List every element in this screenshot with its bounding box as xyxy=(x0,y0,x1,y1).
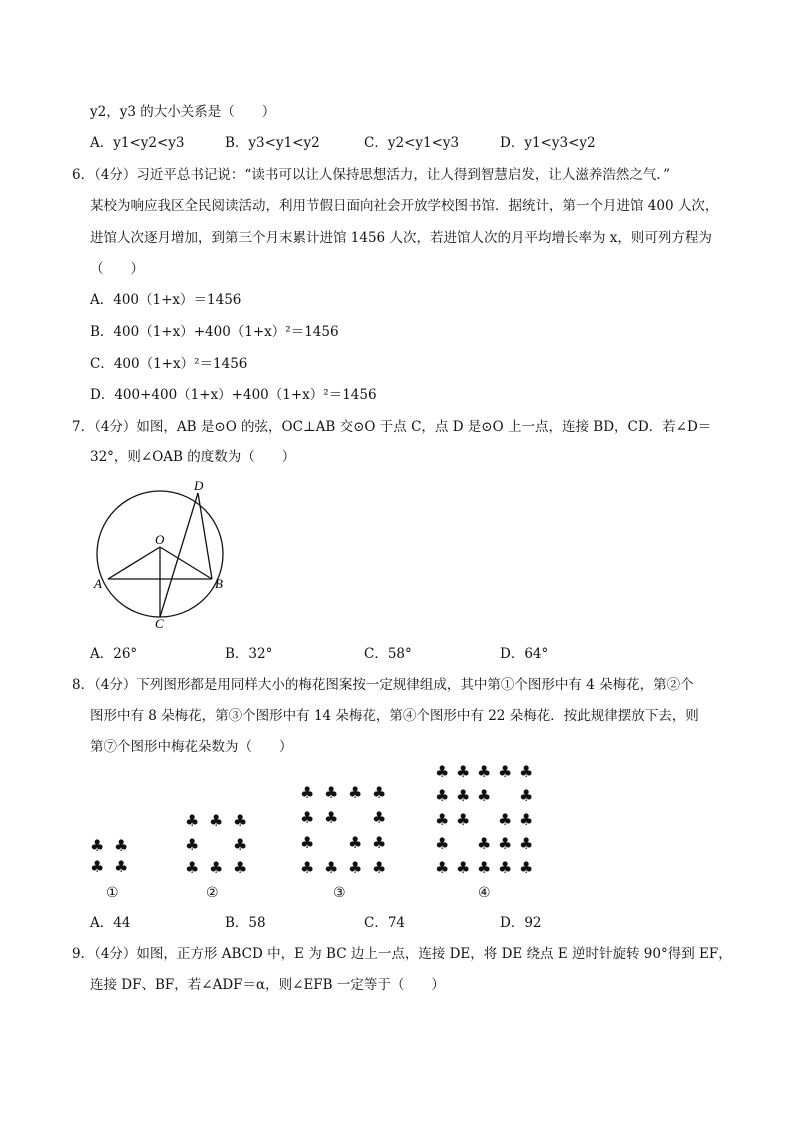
club-icon: ♣ xyxy=(300,783,315,802)
point-label-a: A xyxy=(94,576,102,591)
club-icon: ♣ xyxy=(114,836,129,855)
club-icon: ♣ xyxy=(519,858,534,877)
q8-line-1: 8．（4分）下列图形都是用同样大小的梅花图案按一定规律组成，其中第①个图形中有 4 朵梅花，第②个 xyxy=(72,677,694,693)
club-icon: ♣ xyxy=(324,783,339,802)
club-icon: ♣ xyxy=(372,783,387,802)
club-icon: ♣ xyxy=(477,834,492,853)
figure-label-3: ③ xyxy=(333,885,346,901)
q5-option-d: D．y1<y3<y2 xyxy=(500,135,596,151)
point-label-c: C xyxy=(155,616,164,631)
club-icon: ♣ xyxy=(435,858,450,877)
q6-line-1: 6．（4分）习近平总书记说：“读书可以让人保持思想活力，让人得到智慧启发，让人滋养浩然之气．” xyxy=(72,167,670,183)
club-icon: ♣ xyxy=(185,811,200,830)
q7-line-2: 32°，则∠OAB 的度数为（ ） xyxy=(90,449,296,465)
club-icon: ♣ xyxy=(498,810,513,829)
q8-option-b: B．58 xyxy=(225,915,266,931)
club-icon: ♣ xyxy=(435,810,450,829)
q6-line-4: （ ） xyxy=(90,261,144,277)
q7-option-a: A．26° xyxy=(90,646,138,662)
q7-option-c: C．58° xyxy=(364,646,412,662)
segment-bd xyxy=(198,493,212,579)
club-icon: ♣ xyxy=(372,858,387,877)
club-icon: ♣ xyxy=(435,834,450,853)
club-icon: ♣ xyxy=(300,858,315,877)
club-icon: ♣ xyxy=(348,833,363,852)
club-icon: ♣ xyxy=(498,762,513,781)
q7-option-b: B．32° xyxy=(225,646,273,662)
q6-option-a: A．400（1+x）＝1456 xyxy=(90,292,242,308)
q9-line-1: 9．（4分）如图，正方形 ABCD 中，E 为 BC 边上一点，连接 DE，将 DE 绕点 E 逆时针旋转 90°得到 EF， xyxy=(72,946,732,962)
q5-option-c: C．y2<y1<y3 xyxy=(364,135,460,151)
point-label-b: B xyxy=(215,576,223,591)
club-icon: ♣ xyxy=(519,834,534,853)
club-icon: ♣ xyxy=(233,835,248,854)
q6-option-d: D．400+400（1+x）+400（1+x）²＝1456 xyxy=(90,387,377,403)
club-icon: ♣ xyxy=(348,783,363,802)
q6-line-3: 进馆人次逐月增加，到第三个月末累计进馆 1456 人次，若进馆人次的月平均增长率为 x，则可列方程为 xyxy=(90,230,712,246)
club-icon: ♣ xyxy=(233,811,248,830)
club-icon: ♣ xyxy=(348,858,363,877)
point-label-o: O xyxy=(155,532,165,547)
club-icon: ♣ xyxy=(300,808,315,827)
figure-label-4: ④ xyxy=(478,885,491,901)
segment-oa xyxy=(108,547,160,579)
club-icon: ♣ xyxy=(456,762,471,781)
q5-option-a: A．y1<y2<y3 xyxy=(90,135,185,151)
club-icon: ♣ xyxy=(90,836,105,855)
circle-geometry-figure xyxy=(88,474,238,634)
segment-ob xyxy=(160,547,212,579)
club-icon: ♣ xyxy=(456,858,471,877)
q6-option-b: B．400（1+x）+400（1+x）²＝1456 xyxy=(90,324,339,340)
q6-line-2: 某校为响应我区全民阅读活动，利用节假日面向社会开放学校图书馆．据统计，第一个月进馆 400 人次， xyxy=(90,198,719,214)
club-icon: ♣ xyxy=(519,810,534,829)
club-icon: ♣ xyxy=(114,857,129,876)
club-icon: ♣ xyxy=(456,810,471,829)
club-icon: ♣ xyxy=(477,786,492,805)
club-icon: ♣ xyxy=(456,786,471,805)
segment-cd xyxy=(160,493,198,617)
q8-line-3: 第⑦个图形中梅花朵数为（ ） xyxy=(90,739,293,755)
q9-line-2: 连接 DF、BF，若∠ADF＝α，则∠EFB 一定等于（ ） xyxy=(90,977,445,993)
club-icon: ♣ xyxy=(324,808,339,827)
q8-option-c: C．74 xyxy=(364,915,406,931)
club-icon: ♣ xyxy=(372,833,387,852)
q8-line-2: 图形中有 8 朵梅花，第③个图形中有 14 朵梅花，第④个图形中有 22 朵梅花．按此规律摆放下去，则 xyxy=(90,708,699,724)
club-icon: ♣ xyxy=(498,834,513,853)
club-icon: ♣ xyxy=(185,835,200,854)
point-label-d: D xyxy=(194,478,204,493)
club-icon: ♣ xyxy=(209,858,224,877)
club-icon: ♣ xyxy=(324,858,339,877)
figure-label-1: ① xyxy=(106,885,119,901)
q7-line-1: 7．（4分）如图，AB 是⊙O 的弦，OC⊥AB 交⊙O 于点 C，点 D 是⊙O 上一点，连接 BD，CD．若∠D＝ xyxy=(72,419,712,435)
figure-label-2: ② xyxy=(206,885,219,901)
club-icon: ♣ xyxy=(90,857,105,876)
q6-option-c: C．400（1+x）²＝1456 xyxy=(90,356,248,372)
q8-option-a: A．44 xyxy=(90,915,131,931)
club-icon: ♣ xyxy=(519,762,534,781)
q8-option-d: D．92 xyxy=(500,915,542,931)
q7-option-d: D．64° xyxy=(500,646,549,662)
q5-stem-tail: y2，y3 的大小关系是（ ） xyxy=(90,104,276,120)
club-icon: ♣ xyxy=(185,858,200,877)
club-icon: ♣ xyxy=(477,858,492,877)
club-icon: ♣ xyxy=(209,811,224,830)
club-icon: ♣ xyxy=(300,833,315,852)
q5-option-b: B．y3<y1<y2 xyxy=(225,135,320,151)
club-icon: ♣ xyxy=(498,858,513,877)
club-icon: ♣ xyxy=(435,786,450,805)
club-icon: ♣ xyxy=(477,762,492,781)
club-icon: ♣ xyxy=(233,858,248,877)
club-icon: ♣ xyxy=(435,762,450,781)
club-icon: ♣ xyxy=(372,808,387,827)
club-icon: ♣ xyxy=(519,786,534,805)
